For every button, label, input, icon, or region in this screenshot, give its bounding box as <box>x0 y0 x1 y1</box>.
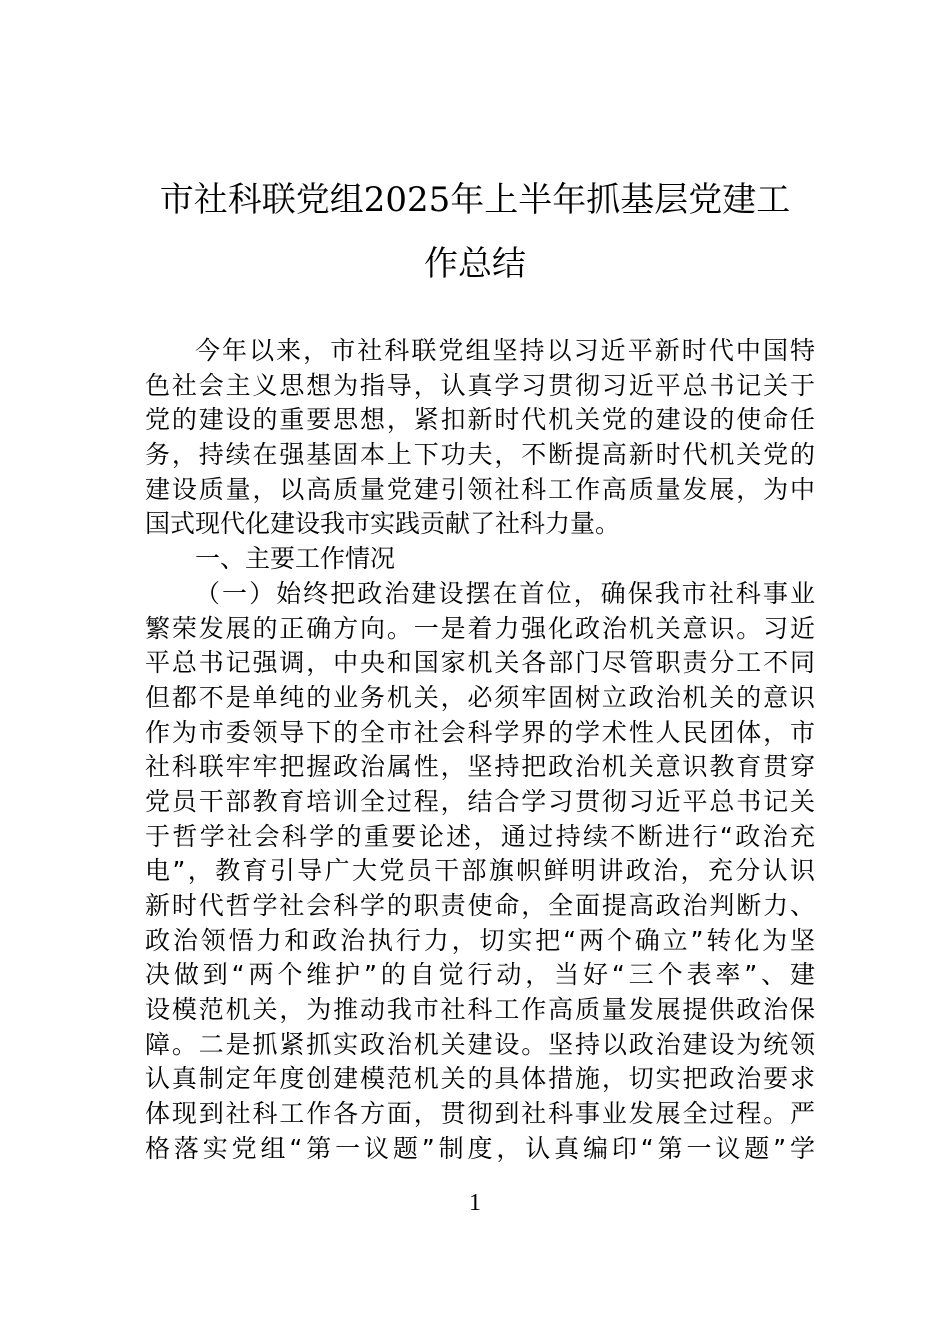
body-line: 繁荣发展的正确方向。一是着力强化政治机关意识。习近 <box>145 613 815 643</box>
body-line: 认真制定年度创建模范机关的具体措施，切实把政治要求 <box>145 1064 815 1094</box>
body-line: 但都不是单纯的业务机关，必须牢固树立政治机关的意识 <box>145 682 815 712</box>
body-line: 平总书记强调，中央和国家机关各部门尽管职责分工不同 <box>145 648 815 678</box>
body-line: 社科联牢牢把握政治属性，坚持把政治机关意识教育贯穿 <box>145 752 815 782</box>
body-line: 色社会主义思想为指导，认真学习贯彻习近平总书记关于 <box>145 370 815 400</box>
body-line: 今年以来，市社科联党组坚持以习近平新时代中国特 <box>195 336 815 365</box>
body-line: 体现到社科工作各方面，贯彻到社科事业发展全过程。严 <box>145 1099 815 1129</box>
section-heading: 一、主要工作情况 <box>195 544 396 574</box>
body-line: 于哲学社会科学的重要论述，通过持续不断进行“政治充 <box>145 821 815 851</box>
page-number: 1 <box>469 1190 481 1216</box>
body-line: 党的建设的重要思想，紧扣新时代机关党的建设的使命任 <box>145 405 815 435</box>
body-line: 新时代哲学社会科学的职责使命，全面提高政治判断力、 <box>145 891 815 920</box>
body-line: 电”，教育引导广大党员干部旗帜鲜明讲政治，充分认识 <box>145 856 815 886</box>
body-line: 国式现代化建设我市实践贡献了社科力量。 <box>145 509 621 539</box>
body-line: 务，持续在强基固本上下功夫，不断提高新时代机关党的 <box>145 440 815 470</box>
body-line: 障。二是抓紧抓实政治机关建设。坚持以政治建设为统领 <box>145 1029 815 1059</box>
title-line-1: 市社科联党组2025年上半年抓基层党建工 <box>159 180 791 220</box>
body-line: 格落实党组“第一议题”制度，认真编印“第一议题”学 <box>145 1133 815 1163</box>
body-line: 建设质量，以高质量党建引领社科工作高质量发展，为中 <box>145 474 815 504</box>
body-line: 政治领悟力和政治执行力，切实把“两个确立”转化为坚 <box>145 925 815 955</box>
document-body <box>145 334 815 1167</box>
title-line-2: 作总结 <box>424 244 526 284</box>
body-line: （一）始终把政治建设摆在首位，确保我市社科事业 <box>195 578 815 608</box>
body-line: 党员干部教育培训全过程，结合学习贯彻习近平总书记关 <box>145 786 815 816</box>
body-line: 作为市委领导下的全市社会科学界的学术性人民团体，市 <box>145 717 815 747</box>
body-line: 决做到“两个维护”的自觉行动，当好“三个表率”、建 <box>145 960 815 990</box>
body-line: 设模范机关，为推动我市社科工作高质量发展提供政治保 <box>145 995 815 1025</box>
document-title <box>100 168 850 296</box>
